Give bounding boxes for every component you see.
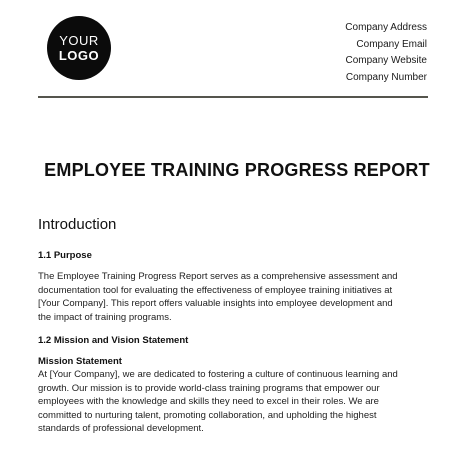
logo-text-top: YOUR xyxy=(59,33,99,48)
paragraph-line: At [Your Company], we are dedicated to fostering a culture of continuous learning and xyxy=(38,369,398,380)
paragraph-line: the impact of training programs. xyxy=(38,311,172,323)
company-info xyxy=(345,20,427,86)
mission-statement-heading: Mission Statement xyxy=(38,356,122,367)
paragraph-line: growth. Our mission is to provide world-class training programs that empower our xyxy=(38,382,380,394)
paragraph-line: documentation tool for evaluating the effectiveness of employee training initiatives at xyxy=(38,284,393,296)
subsection-heading-purpose: 1.1 Purpose xyxy=(38,250,92,261)
paragraph-line: standards of professional development. xyxy=(38,423,204,434)
company-email: Company Email xyxy=(356,38,427,50)
mission-paragraph xyxy=(38,368,438,436)
paragraph-line: The Employee Training Progress Report serves as a comprehensive assessment and xyxy=(38,271,398,282)
company-logo xyxy=(47,16,111,80)
logo-text-bottom: LOGO xyxy=(58,48,100,63)
paragraph-line: [Your Company]. This report offers valuable insights into employee development and xyxy=(38,298,393,309)
company-address: Company Address xyxy=(345,22,427,33)
report-body xyxy=(38,216,438,447)
purpose-paragraph xyxy=(38,270,438,324)
header-divider xyxy=(38,96,428,98)
section-heading-introduction: Introduction xyxy=(38,216,117,233)
company-number: Company Number xyxy=(345,71,427,83)
report-title: EMPLOYEE TRAINING PROGRESS REPORT xyxy=(44,160,430,180)
subsection-heading-mission-vision: 1.2 Mission and Vision Statement xyxy=(38,335,189,346)
paragraph-line: employees with the knowledge and skills they need to excel in their roles. We are xyxy=(38,396,379,407)
paragraph-line: committed to nurturing talent, promoting collaboration, and upholding the highest xyxy=(38,409,377,421)
company-website: Company Website xyxy=(345,55,427,66)
